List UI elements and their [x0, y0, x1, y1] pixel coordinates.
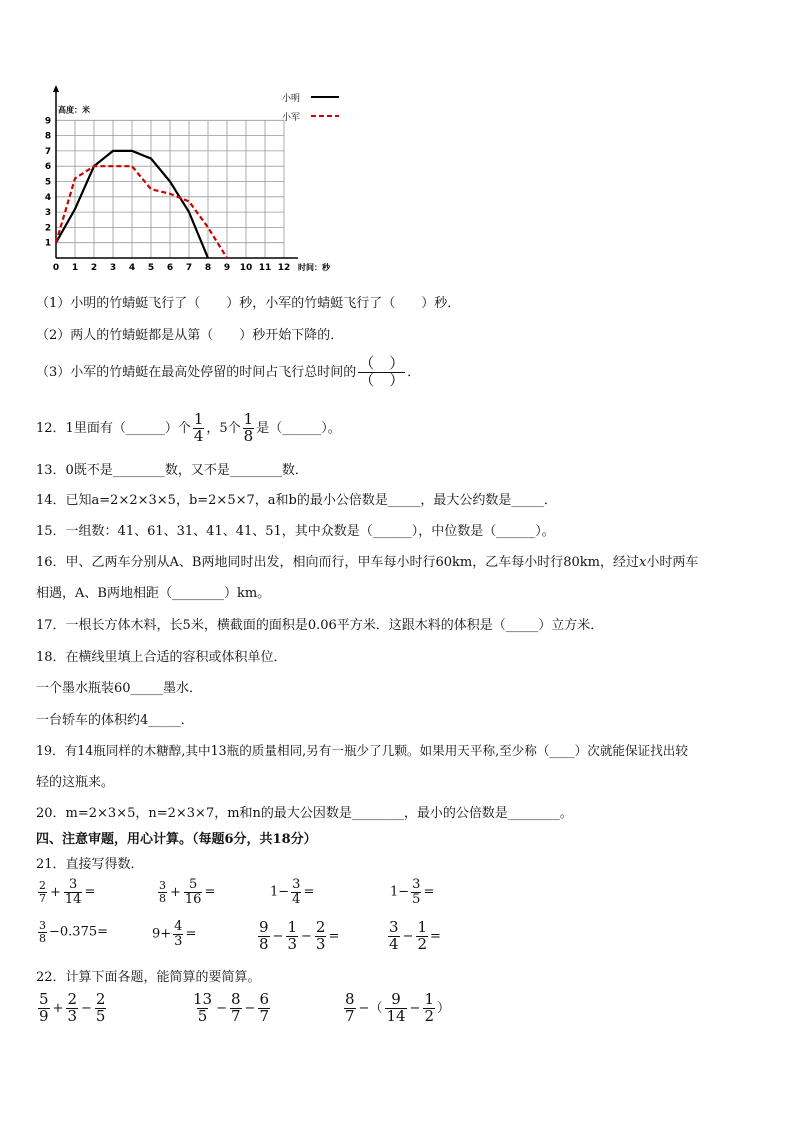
den: 16: [184, 891, 202, 907]
den: 7: [259, 1006, 269, 1025]
operator: −: [81, 1000, 92, 1016]
q12-fraction-1: [193, 412, 205, 445]
operator: −（: [358, 1000, 383, 1016]
q18-b: 一台轿车的体积约4_____．: [36, 713, 194, 728]
num: 3: [159, 879, 166, 893]
q22-expr-a: [36, 992, 108, 1025]
operator: −: [216, 1000, 227, 1016]
frac: [230, 992, 242, 1025]
q14: 14．已知a=2×2×3×5，b=2×5×7，a和b的最小公倍数是_____，最大公约数是_____．: [36, 493, 557, 508]
q11-part3-text: （3）小军的竹蜻蜓在最高处停留的时间占飞行总时间的: [36, 364, 357, 380]
x-tick-label: 6: [166, 263, 174, 273]
q16-line1: [36, 551, 698, 570]
operator: −: [272, 928, 284, 944]
q12-fraction-2: [243, 412, 255, 445]
q16-variable: x: [638, 555, 647, 570]
y-tick-label: 5: [44, 177, 52, 188]
q15: 15．一组数：41、61、31、41、41、51，其中众数是（______），中位数是（______）。: [36, 524, 555, 539]
frac: [388, 920, 400, 953]
x-tick-label: 1: [71, 263, 79, 273]
q11-fraction: [358, 356, 405, 389]
x-tick-label: 11: [258, 263, 272, 273]
equals: =: [430, 928, 441, 944]
operator: +: [170, 884, 181, 900]
den: 9: [39, 1006, 49, 1025]
frac: [158, 880, 167, 904]
q22: 22．计算下面各题，能简算的要简算。: [36, 970, 261, 985]
fraction-denominator: 4: [193, 426, 204, 445]
fraction-numerator: （ ）: [359, 354, 405, 372]
x-tick-label: 0: [52, 263, 60, 273]
num: 1: [417, 918, 427, 936]
den: 2: [424, 1006, 434, 1025]
q21-expr-b: [156, 878, 215, 906]
x-tick-label: 12: [277, 263, 291, 273]
num: 2: [95, 990, 106, 1008]
q12: [36, 412, 341, 445]
y-axis-label: 高度：米: [58, 105, 90, 115]
den: 8: [39, 931, 46, 945]
legend-label: 小军: [282, 113, 301, 123]
y-tick-label: 7: [44, 146, 52, 157]
frac: [95, 992, 107, 1025]
frac: [184, 878, 203, 906]
den: 14: [386, 1006, 406, 1025]
frac: [385, 992, 406, 1025]
x-tick-label: 5: [147, 263, 155, 273]
frac: [38, 880, 47, 904]
equals: =: [185, 926, 197, 942]
q19-line1: 19．有14瓶同样的木糖醇,其中13瓶的质量相同,另有一瓶少了几颗。如果用天平称,至少称（____）次就能保证找出较: [36, 743, 688, 758]
num: 1: [287, 918, 297, 936]
prefix: 1−: [270, 884, 290, 900]
q18-a: 一个墨水瓶装60_____墨水．: [36, 681, 203, 696]
frac: [173, 920, 183, 948]
y-tick-label: 8: [44, 131, 52, 142]
den: 4: [389, 934, 399, 953]
num: 5: [39, 990, 49, 1008]
den: 5: [197, 1006, 208, 1025]
den: 3: [67, 1006, 77, 1025]
x-tick-label: 8: [204, 263, 212, 273]
q21-expr-e: [36, 920, 108, 944]
den: 3: [174, 933, 183, 949]
x-tick-label: 7: [185, 263, 193, 273]
close-paren: ）: [437, 1000, 451, 1016]
y-tick-label: 6: [44, 162, 52, 173]
frac: [411, 878, 421, 906]
section-4-heading: 四、注意审题，用心计算。（每题6分，共18分）: [36, 832, 317, 847]
frac: [38, 992, 50, 1025]
num: 8: [345, 990, 355, 1008]
prefix: 9+: [152, 926, 172, 942]
q16-line2: 相遇，A、B两地相距（________）km。: [36, 586, 271, 601]
prefix: 1−: [390, 884, 410, 900]
num: 2: [67, 990, 77, 1008]
den: 14: [64, 891, 82, 907]
q21-expr-g: [256, 920, 339, 953]
num: 13: [193, 990, 213, 1008]
den: 3: [315, 934, 326, 953]
den: 2: [417, 934, 427, 953]
num: 4: [174, 919, 183, 934]
operator: +: [52, 1000, 64, 1016]
frac: [344, 992, 356, 1025]
num: 3: [69, 877, 78, 892]
q18: 18．在横线里填上合适的容积或体积单位．: [36, 650, 287, 665]
equals: =: [84, 884, 96, 900]
legend-label: 小明: [282, 94, 301, 104]
q11-part3: [36, 356, 420, 389]
q16-text-a: 16．甲、乙两车分别从A、B两地同时出发，相向而行，甲车每小时行60km，乙车每小时行80km，经过: [36, 555, 639, 570]
y-tick-label: 4: [44, 192, 52, 203]
den: 5: [412, 891, 421, 907]
den: 7: [39, 891, 46, 905]
fraction-denominator: （ ）: [359, 370, 405, 389]
equals: =: [423, 884, 435, 900]
frac: [38, 920, 47, 944]
num: 9: [391, 990, 401, 1008]
num: 8: [231, 990, 241, 1008]
num: 3: [412, 877, 421, 892]
y-tick-label: 9: [44, 116, 52, 127]
operator: −: [409, 1000, 421, 1016]
den: 4: [292, 891, 301, 907]
frac: [258, 992, 270, 1025]
num: 1: [424, 990, 434, 1008]
y-axis-arrow: [53, 85, 59, 92]
frac: [423, 992, 435, 1025]
num: 3: [39, 919, 46, 932]
frac: [66, 992, 78, 1025]
q12-text-c: 是（______）。: [256, 420, 341, 436]
q11-part3-end: ．: [407, 364, 421, 380]
fraction-numerator: 1: [193, 410, 204, 428]
fraction-denominator: 8: [243, 426, 254, 445]
frac: [64, 878, 83, 906]
equals: =: [328, 928, 340, 944]
q21-expr-h: [386, 920, 441, 953]
q17: 17．一根长方体木料，长5米，横截面的面积是0.06平方米．这跟木料的体积是（_____）立方米．: [36, 618, 604, 633]
q22-expr-c: [342, 992, 450, 1025]
y-tick-label: 3: [44, 208, 52, 219]
frac: [286, 920, 298, 953]
q19-line2: 轻的这瓶来。: [36, 775, 115, 790]
q21-expr-c: [270, 878, 314, 906]
x-tick-label: 9: [223, 263, 231, 273]
frac: [258, 920, 270, 953]
den: 3: [287, 934, 297, 953]
num: 2: [315, 918, 326, 936]
operator: −: [402, 928, 414, 944]
q12-text-a: 12．1里面有（______）个: [36, 420, 191, 436]
num: 2: [39, 879, 46, 893]
x-tick-label: 10: [239, 263, 253, 273]
q11-part1: （1）小明的竹蜻蜓飞行了（ ）秒，小军的竹蜻蜓飞行了（ ）秒．: [36, 296, 461, 311]
y-tick-label: 1: [44, 238, 52, 249]
x-tick-label: 4: [128, 263, 136, 273]
q16-text-b: 小时两车: [646, 555, 699, 570]
q21: 21．直接写得数．: [36, 857, 144, 872]
num: 3: [292, 877, 301, 892]
x-axis-label: 时间：秒: [298, 263, 330, 272]
den: 8: [159, 891, 166, 905]
num: 3: [389, 918, 399, 936]
operator: +: [50, 884, 61, 900]
operator: −: [244, 1000, 256, 1016]
q11-part2: （2）两人的竹蜻蜓都是从第（ ）秒开始下降的．: [36, 328, 344, 343]
frac: [416, 920, 428, 953]
equals: =: [204, 884, 216, 900]
num: 6: [259, 990, 269, 1008]
equals: =: [303, 884, 315, 900]
y-tick-label: 2: [44, 223, 52, 234]
q20: 20．m=2×3×5，n=2×3×7，m和n的最大公因数是________，最小的公倍数是________。: [36, 806, 573, 821]
flight-chart: [36, 80, 356, 275]
num: 9: [259, 918, 269, 936]
q21-expr-d: [390, 878, 434, 906]
q22-expr-b: [190, 992, 272, 1025]
x-tick-label: 3: [109, 263, 117, 273]
operator: −: [301, 928, 312, 944]
den: 8: [259, 934, 269, 953]
den: 5: [95, 1006, 106, 1025]
num: 5: [189, 877, 198, 892]
frac: [315, 920, 327, 953]
fraction-numerator: 1: [243, 410, 254, 428]
suffix: −0.375=: [49, 924, 109, 940]
den: 7: [231, 1006, 241, 1025]
frac: [291, 878, 301, 906]
frac: [192, 992, 213, 1025]
q21-expr-f: [152, 920, 196, 948]
q13: 13．0既不是________数，又不是________数．: [36, 463, 308, 478]
q12-text-b: ，5个: [206, 420, 241, 436]
den: 7: [345, 1006, 355, 1025]
q21-expr-a: [36, 878, 95, 906]
x-tick-label: 2: [90, 263, 98, 273]
